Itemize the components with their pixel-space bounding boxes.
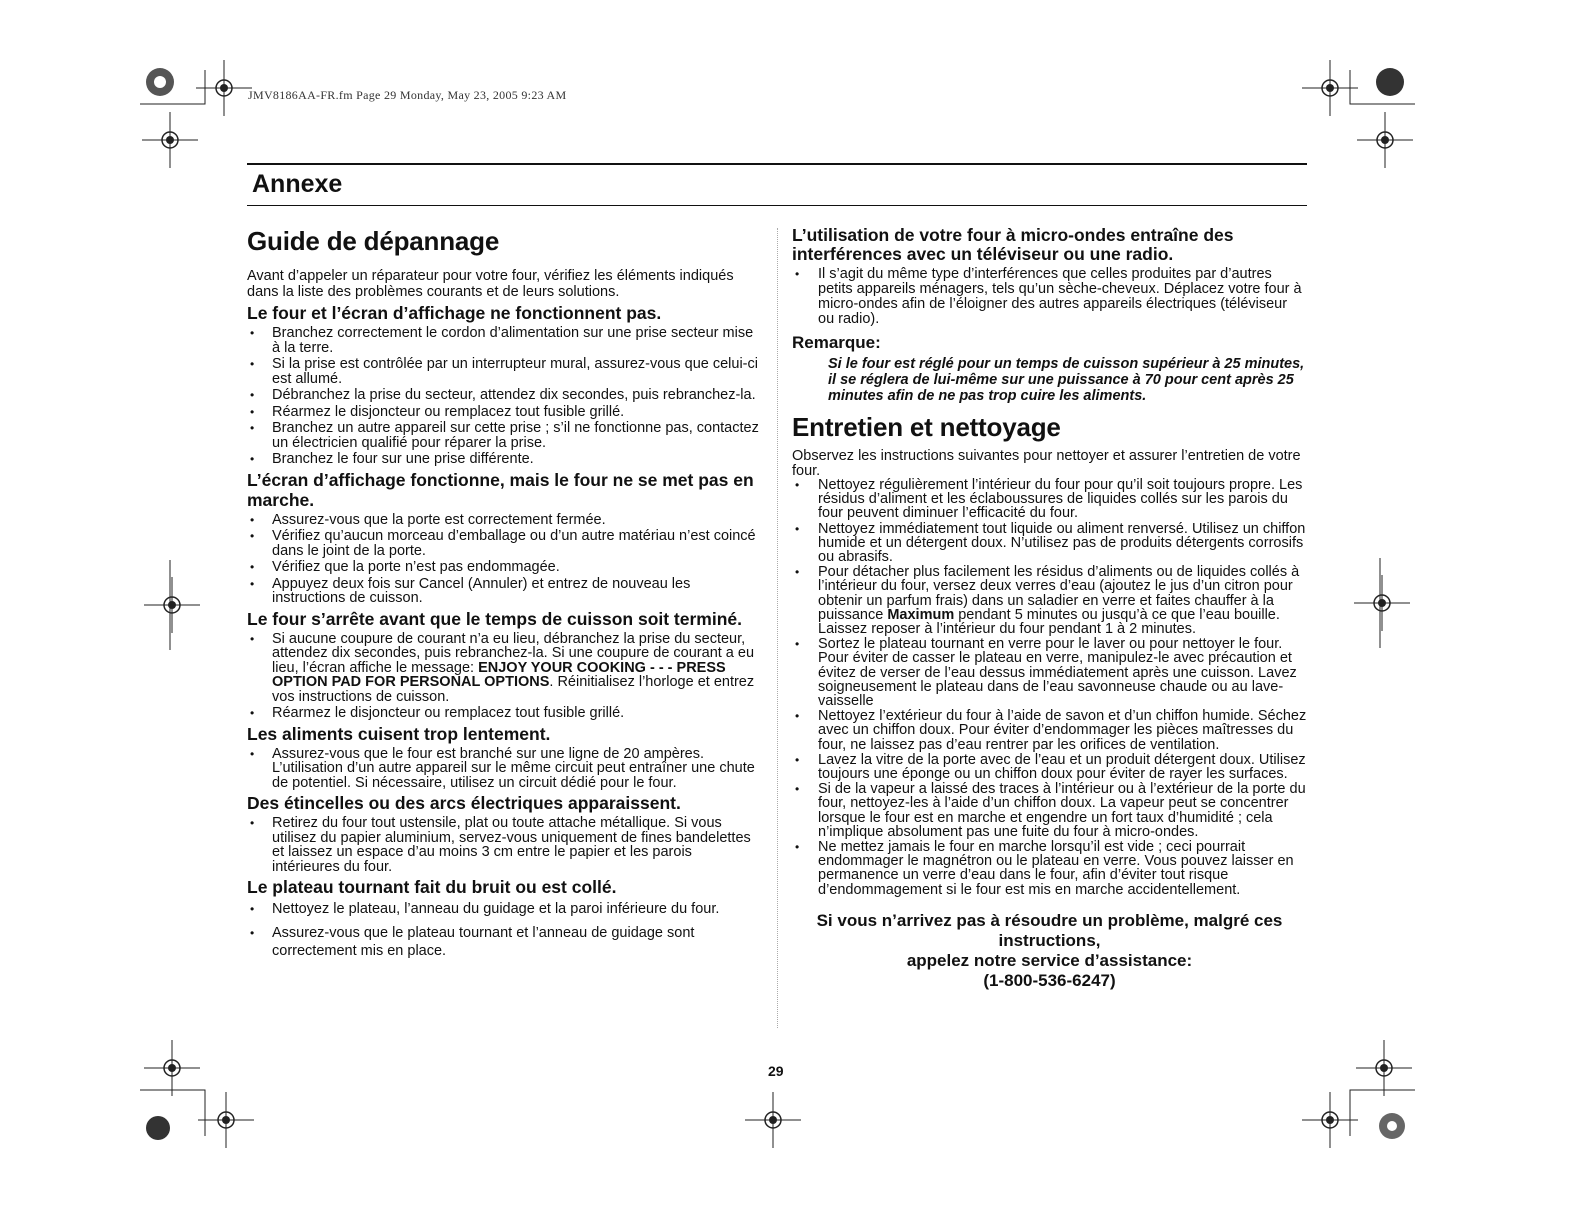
list-item: • Lavez la vitre de la porte avec de l’eau et un produit détergent doux. Utilisez toujours une éponge ou un chiffon doux pour éviter de rayer les surfaces. bbox=[792, 753, 1307, 781]
section-heading-2: L’écran d’affichage fonctionne, mais le four ne se met pas en marche. bbox=[247, 469, 754, 510]
crosshair-mark-bottom-left bbox=[144, 1040, 200, 1096]
file-slug: JMV8186AA-FR.fm Page 29 Monday, May 23, 2005 9:23 AM bbox=[248, 88, 567, 102]
troubleshooting-title: Guide de dépannage bbox=[247, 226, 500, 256]
list-item: • Nettoyez régulièrement l’intérieur du four pour qu’il soit toujours propre. Les résidus d’aliment et les éclaboussures de liquides collés sur les parois du four peuvent diminuer l’efficacité du four. bbox=[792, 478, 1307, 521]
crosshair-mark-top-left-2 bbox=[142, 112, 198, 168]
crosshair-mark-bottom-right-2 bbox=[1356, 1040, 1412, 1096]
troubleshooting-intro: Avant d’appeler un réparateur pour votre four, vérifiez les éléments indiqués dans la liste des problèmes courants et de leurs solutions. bbox=[247, 268, 734, 300]
list-item: • Appuyez deux fois sur Cancel (Annuler) et entrez de nouveau les instructions de cuisson. bbox=[247, 577, 762, 606]
list-item-text: Pour détacher plus facilement les résidus d’aliments ou de liquides collés à l’intérieur du four, versez deux verres d’eau (ajoutez le jus d’un citron pour obtenir un parfum frais) dans un saladier en verre et faites chauffer à la puissance bbox=[818, 564, 1300, 623]
list-item: • Si la prise est contrôlée par un interrupteur mural, assurez-vous que celui-ci est allumé. bbox=[247, 357, 762, 386]
section-list-4 bbox=[247, 747, 762, 791]
note-text: Si le four est réglé pour un temps de cuisson supérieur à 25 minutes, il se réglera de lui-même sur une puissance à 70 pour cent après 25 minutes afin de ne pas trop cuire les aliments. bbox=[828, 356, 1305, 404]
list-item bbox=[247, 632, 762, 705]
list-item: • Nettoyez immédiatement tout liquide ou aliment renversé. Utilisez un chiffon humide et un détergent doux. N’utilisez pas de produits détergents corrosifs ou abrasifs. bbox=[792, 522, 1307, 565]
list-item: • Assurez-vous que le four est branché sur une ligne de 20 ampères. L’utilisation d’un autre appareil sur le même circuit peut entraîner une chute de potentiel. Si nécessaire, utilisez un circuit dédié pour le four. bbox=[247, 747, 762, 791]
list-item bbox=[792, 565, 1307, 636]
list-item: • Sortez le plateau tournant en verre pour le laver ou pour nettoyer le four. Pour éviter de casser le plateau en verre, manipulez-le avec précaution et évitez de verser de l’eau dessus immédiatement après une cuisson. Lavez soigneusement le plateau dans de l’eau savonneuse chaude ou au lave-vaisselle bbox=[792, 637, 1307, 708]
list-item: • Réarmez le disjoncteur ou remplacez tout fusible grillé. bbox=[247, 405, 762, 420]
section-title: Annexe bbox=[252, 170, 343, 198]
list-item: • Vérifiez que la porte n’est pas endommagée. bbox=[247, 560, 762, 575]
list-item: • Débranchez la prise du secteur, attendez dix secondes, puis rebranchez-la. bbox=[247, 388, 762, 403]
section-heading-4: Les aliments cuisent trop lentement. bbox=[247, 723, 551, 744]
list-item: • Réarmez le disjoncteur ou remplacez tout fusible grillé. bbox=[247, 706, 762, 721]
list-item: • Vérifiez qu’aucun morceau d’emballage ou d’un autre matériau n’est coincé dans le joint de la porte. bbox=[247, 529, 762, 558]
list-item: • Branchez correctement le cordon d’alimentation sur une prise secteur mise à la terre. bbox=[247, 326, 762, 355]
support-phone: (1-800-536-6247) bbox=[983, 970, 1116, 990]
list-item: • Branchez un autre appareil sur cette prise ; s’il ne fonctionne pas, contactez un électricien qualifié pour réparer la prise. bbox=[247, 421, 762, 450]
section-list-2 bbox=[247, 513, 762, 606]
section-heading-7: L’utilisation de votre four à micro-ondes entraîne des interférences avec un téléviseur ou une radio. bbox=[792, 225, 1234, 264]
section-list-3 bbox=[247, 632, 762, 721]
right-column bbox=[792, 226, 1307, 991]
display-message: ENJOY YOUR COOKING - - - PRESS OPTION PAD FOR PERSONAL OPTIONS bbox=[272, 659, 726, 690]
maintenance-title: Entretien et nettoyage bbox=[792, 412, 1061, 442]
list-item: • Il s’agit du même type d’interférences que celles produites par d’autres petits appareils ménagers, tels qu’un sèche-cheveux. Déplacez votre four à micro-ondes afin de l’éloigner des autres appareils électriques (téléviseur ou radio). bbox=[792, 267, 1307, 327]
list-item: • Branchez le four sur une prise différente. bbox=[247, 452, 762, 467]
maintenance-list bbox=[792, 478, 1307, 897]
starburst-mark-top-right bbox=[1376, 68, 1404, 96]
crosshair-mark-top-left bbox=[196, 60, 252, 116]
column-divider bbox=[777, 228, 778, 1028]
list-item-text: Si aucune coupure de courant n’a eu lieu, débranchez la prise du secteur, attendez dix secondes, puis rebranchez-la. Si une coupure de courant a eu lieu, l’écran affiche le message: bbox=[272, 630, 755, 676]
list-item: • Assurez-vous que la porte est correctement fermée. bbox=[247, 513, 762, 528]
starburst-mark-top-left bbox=[146, 68, 174, 96]
support-line-1: Si vous n’arrivez pas à résoudre un problème, malgré ces instructions, bbox=[816, 910, 1283, 950]
list-item: • Nettoyez le plateau, l’anneau du guidage et la paroi inférieure du four. bbox=[247, 900, 762, 918]
crosshair-mark-mid-left bbox=[144, 577, 200, 633]
starburst-mark-bottom-left bbox=[146, 1116, 170, 1140]
section-heading-6: Le plateau tournant fait du bruit ou est collé. bbox=[247, 877, 617, 897]
list-item: • Ne mettez jamais le four en marche lorsqu’il est vide ; ceci pourrait endommager le magnétron ou le plateau en verre. Vous pouvez laisser en permanence un verre d’eau dans le four, afin d’éviter tout risque d’endommagement si le four est mis en marche accidentellement. bbox=[792, 840, 1307, 897]
left-column bbox=[247, 222, 762, 962]
crosshair-mark-bottom-center bbox=[745, 1092, 801, 1148]
section-list-1 bbox=[247, 326, 762, 467]
list-item-text: pendant 5 minutes ou jusqu’à ce que l’eau bouille. Laissez reposer à l’intérieur du four pendant 1 à 2 minutes. bbox=[818, 606, 1280, 638]
starburst-mark-bottom-right bbox=[1379, 1113, 1405, 1139]
support-line-2: appelez notre service d’assistance: bbox=[906, 950, 1193, 970]
list-item-text: . Réinitialisez l’horloge et entrez vos instructions de cuisson. bbox=[272, 674, 755, 705]
header-rule-bottom bbox=[247, 205, 1307, 206]
crosshair-mark-top-right-2 bbox=[1357, 112, 1413, 168]
maintenance-intro: Observez les instructions suivantes pour nettoyer et assurer l’entretien de votre four. bbox=[792, 448, 1301, 479]
crosshair-mark-mid-right bbox=[1354, 575, 1410, 631]
support-callout bbox=[792, 911, 1307, 991]
crosshair-mark-bottom-left-2 bbox=[198, 1092, 254, 1148]
section-heading-1: Le four et l’écran d’affichage ne fonctionnent pas. bbox=[247, 303, 662, 323]
section-list-6 bbox=[247, 900, 762, 960]
section-list-7 bbox=[792, 267, 1307, 327]
note-label: Remarque: bbox=[792, 333, 881, 352]
power-level: Maximum bbox=[887, 606, 955, 623]
list-item: • Si de la vapeur a laissé des traces à l’intérieur ou à l’extérieur de la porte du four, nettoyez-les à l’aide d’un chiffon doux. La vapeur peut se concentrer lorsque le four est en marche et engendre un fort taux d’humidité ; cela n’implique absolument pas une fuite du four à micro-ondes. bbox=[792, 782, 1307, 839]
section-heading-5: Des étincelles ou des arcs électriques apparaissent. bbox=[247, 793, 681, 813]
list-item: • Assurez-vous que le plateau tournant et l’anneau de guidage sont correctement mis en place. bbox=[247, 924, 762, 960]
section-heading-3: Le four s’arrête avant que le temps de cuisson soit terminé. bbox=[247, 608, 743, 629]
section-list-5 bbox=[247, 816, 762, 874]
header-rule-top bbox=[247, 163, 1307, 165]
page-number: 29 bbox=[768, 1063, 784, 1079]
list-item: • Retirez du four tout ustensile, plat ou toute attache métallique. Si vous utilisez du papier aluminium, servez-vous uniquement de fines bandelettes et laissez un espace d’au moins 3 cm entre le papier et les parois intérieures du four. bbox=[247, 816, 762, 874]
list-item: • Nettoyez l’extérieur du four à l’aide de savon et d’un chiffon humide. Séchez avec un chiffon doux. Pour éviter d’endommager les pièces maîtresses du four, ne laissez pas d’eau rentrer par les orifices de ventilation. bbox=[792, 709, 1307, 752]
